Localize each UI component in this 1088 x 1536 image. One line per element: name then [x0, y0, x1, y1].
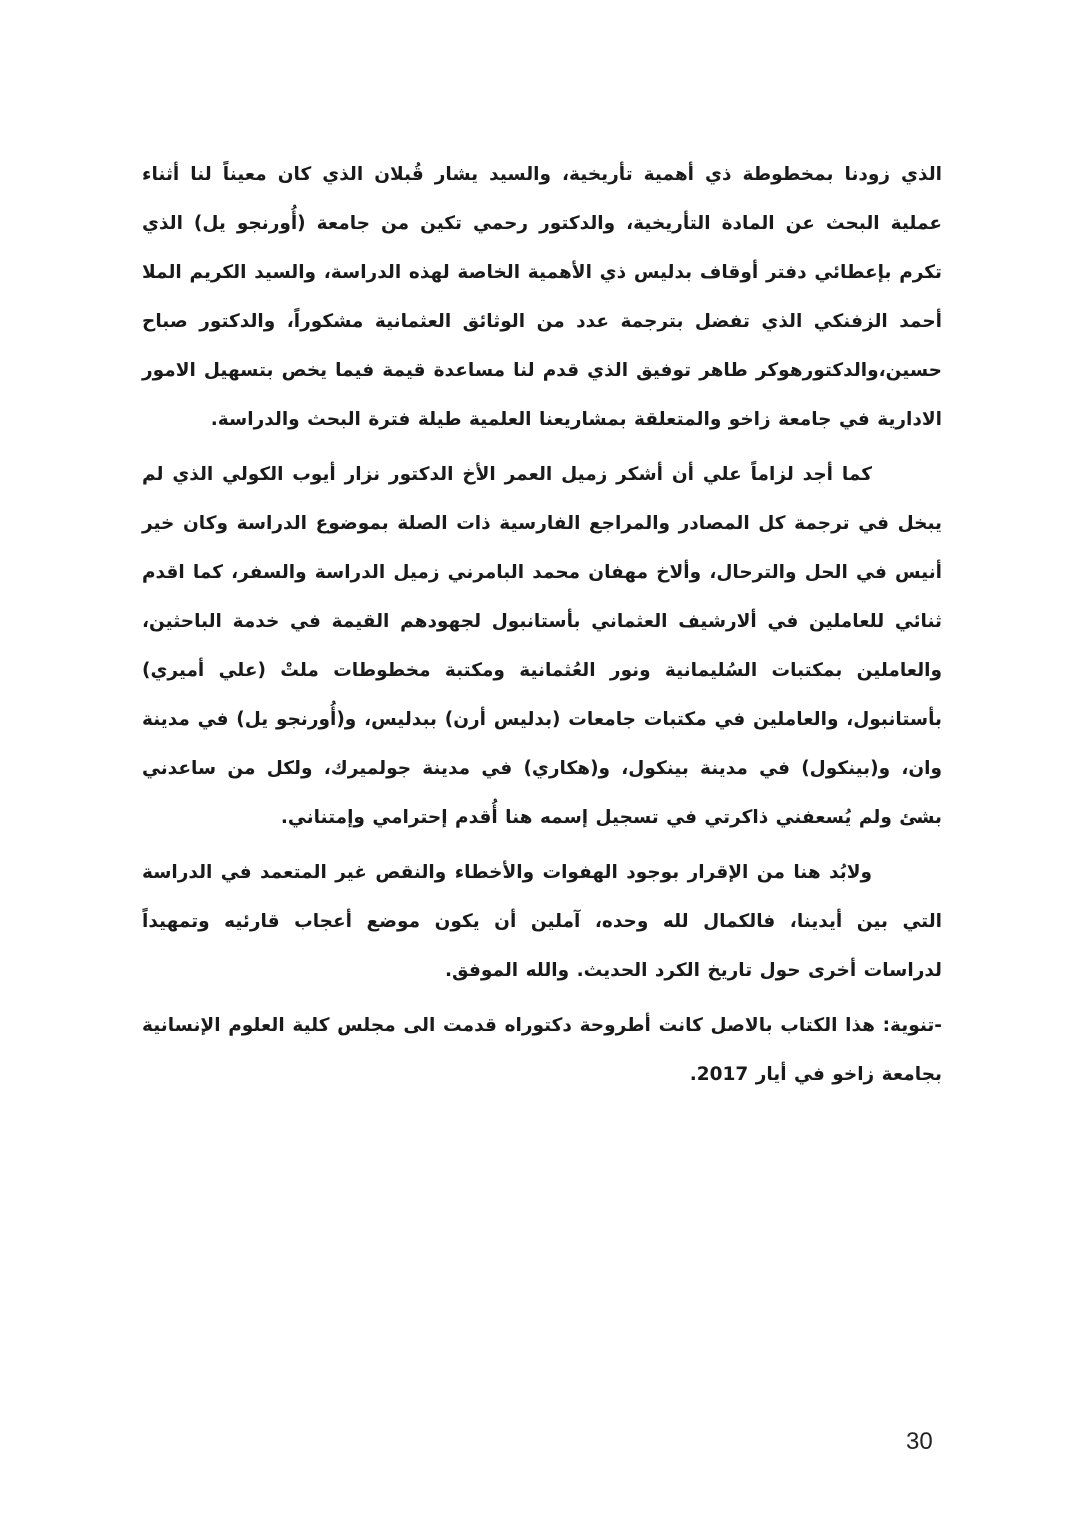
paragraph-acknowledgements-continued: الذي زودنا بمخطوطة ذي أهمية تأريخية، والسيد يشار قُبلان الذي كان معيناً لنا أثناء عملية البحث عن المادة التأريخية، والدكتور رحمي تكين من جامعة (أُورنجو يل) الذي تكرم بإعطائي دفتر أوقاف بدليس ذي الأهمية الخاصة لهذه الدراسة، والسيد الكريم الملا أحمد الزفنكي الذي تفضل بترجمة عدد من الوثائق العثمانية مشكوراً، والدكتور صباح حسين،والدكتورهوكر طاهر توفيق الذي قدم لنا مساعدة قيمة فيما يخص بتسهيل الامور الادارية في جامعة زاخو والمتعلقة بمشاريعنا العلمية طيلة فترة البحث والدراسة.: [142, 164, 942, 430]
page-number: 30: [906, 1428, 933, 1455]
paragraph-note: -تنوية: هذا الكتاب بالاصل كانت أطروحة دكتوراه قدمت الى مجلس كلية العلوم الإنسانية بجامعة زاخو في أيار 2017.: [142, 1015, 942, 1085]
body-text: [142, 150, 942, 1105]
paragraph-thanks-colleagues: كما أجد لزاماً علي أن أشكر زميل العمر الأخ الدكتور نزار أيوب الكولي الذي لم يبخل في ترجمة كل المصادر والمراجع الفارسية ذات الصلة بموضوع الدراسة وكان خير أنيس في الحل والترحال، وألاخ مهفان محمد البامرني زميل الدراسة والسفر، كما اقدم ثنائي للعاملين في ألارشيف العثماني بأستانبول لجهودهم القيمة في خدمة الباحثين، والعاملين بمكتبات السُليمانية ونور العُثمانية ومكتبة مخطوطات ملتْ (علي أميري) بأستانبول، والعاملين في مكتبات جامعات (بدليس أرن) ببدليس، و(أُورنجو يل) في مدينة وان، و(بينكول) في مدينة بينكول، و(هكاري) في مدينة جولميرك، ولكل من ساعدني بشئ ولم يُسعفني ذاكرتي في تسجيل إسمه هنا أُقدم إحترامي وإمتناني.: [142, 464, 942, 828]
paragraph-disclaimer: ولابُد هنا من الإقرار بوجود الهفوات والأخطاء والنقص غير المتعمد في الدراسة التي بين أيدينا، فالكمال لله وحده، آملين أن يكون موضع أعجاب قارئيه وتمهيداً لدراسات أخرى حول تاريخ الكرد الحديث. والله الموفق.: [142, 862, 942, 981]
